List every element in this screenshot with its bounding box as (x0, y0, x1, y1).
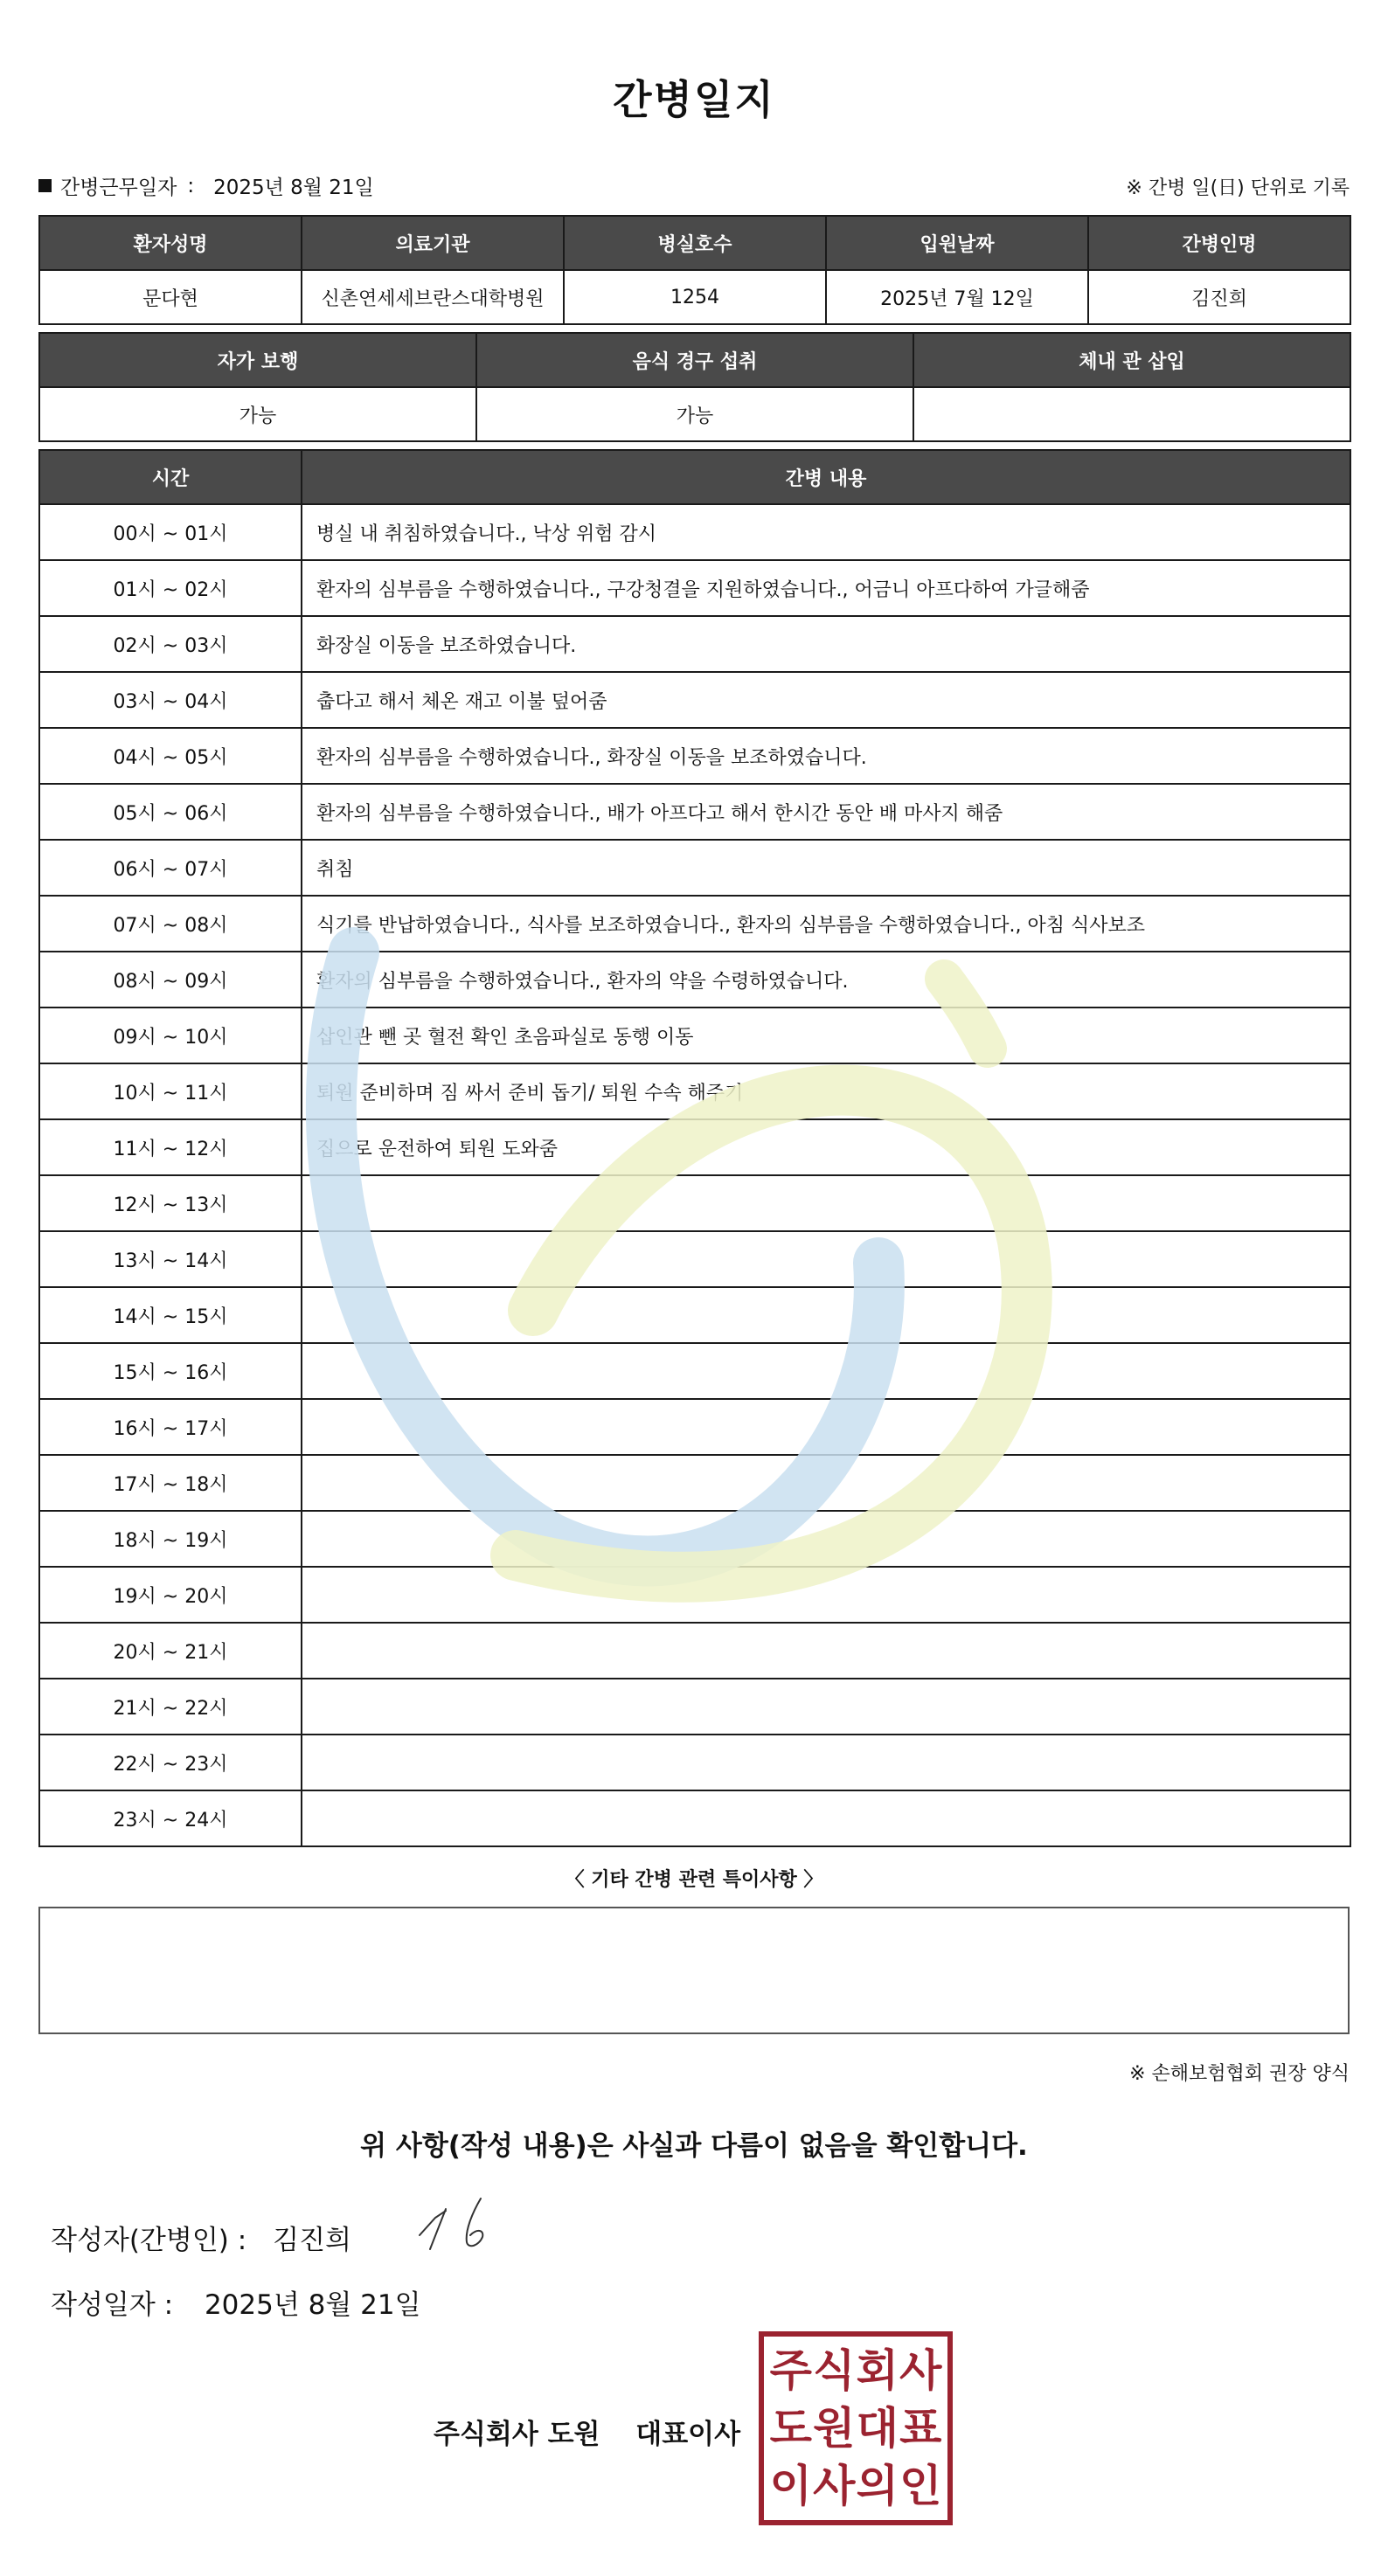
header-caregiver-name: 간병인명 (1088, 216, 1350, 270)
room-number: 1254 (564, 270, 826, 324)
admission-date: 2025년 7월 12일 (826, 270, 1088, 324)
care-log-content: 삽인관 뺀 곳 혈전 확인 초음파실로 동행 이동 (302, 1008, 1350, 1063)
care-log-row (39, 896, 1350, 952)
patient-info-table (38, 215, 1351, 325)
care-log-table (38, 449, 1351, 1847)
care-log-row (39, 952, 1350, 1008)
care-log-time: 16시 ~ 17시 (39, 1399, 302, 1455)
care-log-content (302, 1399, 1350, 1455)
care-log-content (302, 1679, 1350, 1735)
care-log-row (39, 1231, 1350, 1287)
seal-character: 인 (899, 2461, 942, 2511)
care-log-time: 00시 ~ 01시 (39, 504, 302, 560)
bullet-square-icon (38, 179, 52, 192)
header-care-content: 간병 내용 (302, 450, 1350, 504)
care-log-time: 18시 ~ 19시 (39, 1511, 302, 1567)
care-log-row (39, 1790, 1350, 1846)
seal-character: 식 (813, 2345, 856, 2396)
seal-character: 표 (899, 2403, 942, 2454)
care-log-content (302, 1511, 1350, 1567)
care-log-time: 08시 ~ 09시 (39, 952, 302, 1008)
patient-name: 문다현 (39, 270, 302, 324)
company-name: 주식회사 도원 (434, 2419, 600, 2450)
care-log-content: 환자의 심부름을 수행하였습니다., 환자의 약을 수령하였습니다. (302, 952, 1350, 1008)
care-log-row (39, 616, 1350, 672)
care-log-row (39, 1623, 1350, 1679)
oral-intake-value: 가능 (476, 387, 913, 441)
patient-condition-table (38, 332, 1351, 442)
care-log-content (302, 1343, 1350, 1399)
written-date-value: 2025년 8월 21일 (204, 2289, 421, 2321)
care-log-row (39, 728, 1350, 784)
care-log-row (39, 1567, 1350, 1623)
work-date-value: 2025년 8월 21일 (213, 177, 374, 199)
care-log-body (39, 504, 1350, 1846)
care-log-row (39, 672, 1350, 728)
self-walking-value: 가능 (39, 387, 476, 441)
seal-character: 회 (856, 2345, 899, 2396)
care-log-row (39, 1735, 1350, 1790)
care-log-content: 환자의 심부름을 수행하였습니다., 배가 아프다고 해서 한시간 동안 배 마사지 해줌 (302, 784, 1350, 840)
care-log-time: 13시 ~ 14시 (39, 1231, 302, 1287)
care-log-content: 병실 내 취침하였습니다., 낙상 위험 감시 (302, 504, 1350, 560)
written-date-row (51, 2282, 421, 2322)
writer-label: 작성자(간병인) : (51, 2225, 247, 2256)
care-log-content: 환자의 심부름을 수행하였습니다., 구강청결을 지원하였습니다., 어금니 아프다하여 가글해줌 (302, 560, 1350, 616)
care-log-row (39, 1455, 1350, 1511)
care-log-time: 04시 ~ 05시 (39, 728, 302, 784)
patient-info-value-row (39, 270, 1350, 324)
care-log-row (39, 784, 1350, 840)
confirmation-statement: 위 사항(작성 내용)은 사실과 다름이 없음을 확인합니다. (360, 2130, 1028, 2162)
unit-note: ※ 간병 일(日) 단위로 기록 (1126, 177, 1350, 199)
header-hospital: 의료기관 (302, 216, 564, 270)
care-log-time: 23시 ~ 24시 (39, 1790, 302, 1846)
care-log-time: 05시 ~ 06시 (39, 784, 302, 840)
care-log-row (39, 840, 1350, 896)
signature-icon (411, 2192, 516, 2253)
care-log-content (302, 1175, 1350, 1231)
header-admission-date: 입원날짜 (826, 216, 1088, 270)
care-log-row (39, 1679, 1350, 1735)
care-log-time: 09시 ~ 10시 (39, 1008, 302, 1063)
company-line (434, 2412, 740, 2451)
written-date-label: 작성일자 : (51, 2289, 174, 2321)
header-tube-insertion: 체내 관 삽입 (913, 333, 1350, 387)
writer-name: 김진희 (273, 2225, 352, 2256)
care-log-content (302, 1735, 1350, 1790)
care-log-content (302, 1287, 1350, 1343)
seal-character: 이 (769, 2461, 812, 2511)
company-seal (759, 2331, 953, 2525)
care-log-content (302, 1567, 1350, 1623)
seal-character: 사 (899, 2345, 942, 2396)
condition-header-row (39, 333, 1350, 387)
care-log-time: 12시 ~ 13시 (39, 1175, 302, 1231)
form-note: ※ 손해보험협회 권장 양식 (1129, 2063, 1350, 2085)
header-oral-intake: 음식 경구 섭취 (476, 333, 913, 387)
care-log-header-row (39, 450, 1350, 504)
care-log-content (302, 1790, 1350, 1846)
tube-insertion-value (913, 387, 1350, 441)
company-representative: 대표이사 (635, 2419, 741, 2450)
seal-character: 사 (813, 2461, 856, 2511)
care-log-content (302, 1455, 1350, 1511)
work-date (38, 171, 374, 200)
care-log-content: 환자의 심부름을 수행하였습니다., 화장실 이동을 보조하였습니다. (302, 728, 1350, 784)
header-self-walking: 자가 보행 (39, 333, 476, 387)
notes-box (38, 1907, 1350, 2034)
care-log-row (39, 1399, 1350, 1455)
care-log-content (302, 1231, 1350, 1287)
notes-heading: 〈 기타 간병 관련 특이사항 〉 (565, 1869, 823, 1891)
condition-value-row (39, 387, 1350, 441)
care-log-time: 17시 ~ 18시 (39, 1455, 302, 1511)
care-log-time: 11시 ~ 12시 (39, 1119, 302, 1175)
care-log-row (39, 560, 1350, 616)
care-log-time: 02시 ~ 03시 (39, 616, 302, 672)
care-log-time: 10시 ~ 11시 (39, 1063, 302, 1119)
seal-character: 대 (856, 2403, 899, 2454)
work-date-label: 간병근무일자 (60, 177, 177, 199)
work-date-separator: : (187, 174, 195, 197)
care-log-row (39, 1343, 1350, 1399)
care-log-row (39, 1119, 1350, 1175)
header-patient-name: 환자성명 (39, 216, 302, 270)
care-log-content: 식기를 반납하였습니다., 식사를 보조하였습니다., 환자의 심부름을 수행하였습니다., 아침 식사보조 (302, 896, 1350, 952)
care-log-time: 07시 ~ 08시 (39, 896, 302, 952)
care-log-row (39, 1511, 1350, 1567)
care-log-content: 화장실 이동을 보조하였습니다. (302, 616, 1350, 672)
care-log-row (39, 1008, 1350, 1063)
header-room: 병실호수 (564, 216, 826, 270)
care-log-time: 14시 ~ 15시 (39, 1287, 302, 1343)
hospital-name: 신촌연세세브란스대학병원 (302, 270, 564, 324)
care-log-time: 15시 ~ 16시 (39, 1343, 302, 1399)
care-log-content: 춥다고 해서 체온 재고 이불 덮어줌 (302, 672, 1350, 728)
care-log-content: 취침 (302, 840, 1350, 896)
care-log-time: 06시 ~ 07시 (39, 840, 302, 896)
document-title: 간병일지 (613, 76, 775, 123)
care-log-time: 20시 ~ 21시 (39, 1623, 302, 1679)
care-log-time: 22시 ~ 23시 (39, 1735, 302, 1790)
seal-character: 도 (769, 2403, 812, 2454)
seal-character: 원 (813, 2403, 856, 2454)
care-log-content (302, 1623, 1350, 1679)
care-log-content: 집으로 운전하여 퇴원 도와줌 (302, 1119, 1350, 1175)
care-log-content: 퇴원 준비하며 짐 싸서 준비 돕기/ 퇴원 수속 해주기 (302, 1063, 1350, 1119)
caregiver-name: 김진희 (1088, 270, 1350, 324)
care-log-row (39, 1063, 1350, 1119)
seal-character: 주 (769, 2345, 812, 2396)
seal-character: 의 (856, 2461, 899, 2511)
care-log-time: 19시 ~ 20시 (39, 1567, 302, 1623)
care-log-time: 03시 ~ 04시 (39, 672, 302, 728)
care-log-row (39, 1175, 1350, 1231)
patient-info-header-row (39, 216, 1350, 270)
care-log-time: 21시 ~ 22시 (39, 1679, 302, 1735)
care-log-row (39, 504, 1350, 560)
header-time: 시간 (39, 450, 302, 504)
care-log-time: 01시 ~ 02시 (39, 560, 302, 616)
care-log-row (39, 1287, 1350, 1343)
writer-row (51, 2218, 351, 2257)
